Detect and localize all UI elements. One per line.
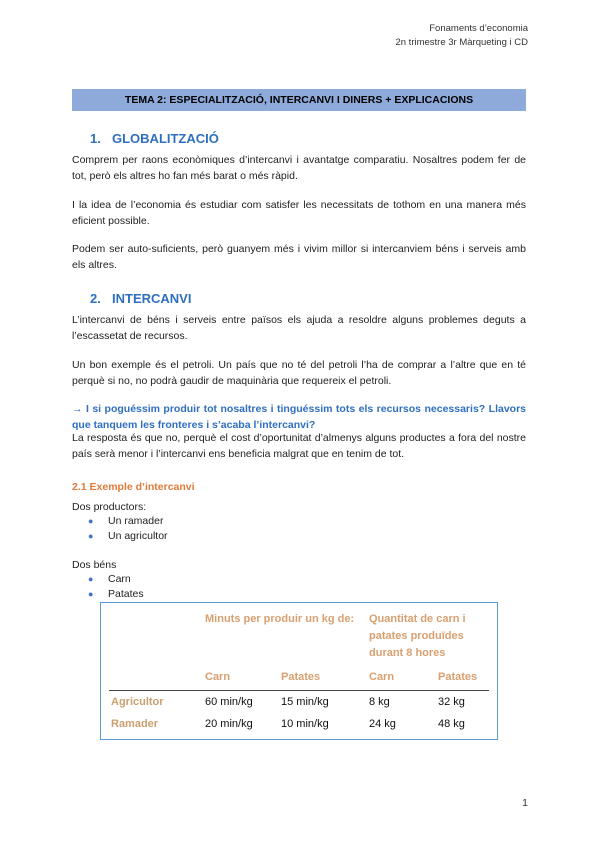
row-label: Ramader [111,718,159,730]
table-subheader: Carn [205,671,231,683]
list-item [88,572,131,587]
goods-label: Dos béns [72,559,117,571]
question-text: → I si poguéssim produir tot nosaltres i tinguéssim tots els recursos necessaris? Llavors que tanquem les fronteres i s’acaba l’intercanvi? [72,403,526,431]
table-cell: 8 kg [369,696,390,708]
page-number: 1 [522,797,528,809]
table-divider [109,690,489,691]
producers-label: Dos productors: [72,501,147,513]
paragraph: Comprem per raons econòmiques d’intercanvi i avantatge comparatiu. Nosaltres podem fer de tot, però els altres ho fan més barat o més ràpid. [72,154,526,182]
table-subheader: Patates [281,671,321,683]
table-header-quantity: Quantitat de carn i patates produïdes durant 8 hores [369,613,466,659]
production-table [100,602,498,740]
table-cell: 10 min/kg [281,718,329,730]
section-heading-intercanvi [90,291,191,306]
section-number: 2. [90,291,101,306]
course-term: 2n trimestre 3r Màrqueting i CD [395,37,528,48]
answer-text: La resposta és que no, perquè el cost d’oportunitat d’almenys alguns productes a fora del nostre país serà menor i l’intercanvi ens beneficia malgrat que en tenim de tot. [72,432,526,460]
row-label: Agricultor [111,696,164,708]
list-item-text: Un ramader [108,515,164,527]
section-heading-globalitzacio [90,131,219,146]
list-item [88,529,168,544]
list-item [88,587,144,602]
table-cell: 15 min/kg [281,696,329,708]
table-cell: 60 min/kg [205,696,253,708]
bullet-icon: ● [88,516,94,526]
list-item-text: Patates [108,588,144,600]
table-cell: 24 kg [369,718,396,730]
document-title: TEMA 2: ESPECIALITZACIÓ, INTERCANVI I DINERS + EXPLICACIONS [72,89,526,111]
list-item [88,514,163,529]
table-subheader: Carn [369,671,395,683]
page-header [395,22,528,50]
paragraph: Un bon exemple és el petroli. Un país que no té del petroli l’ha de comprar a l’altre que en té perquè si no, no podrà gaudir de maquinària que requereix el petroli. [72,359,526,387]
table-cell: 20 min/kg [205,718,253,730]
paragraph: L’intercanvi de béns i serveis entre països els ajuda a resoldre alguns problemes deguts a l’escassetat de recursos. [72,314,526,342]
bullet-icon: ● [88,531,94,541]
table-cell: 32 kg [438,696,465,708]
subsection-heading: 2.1 Exemple d’intercanvi [72,481,195,493]
paragraph: Podem ser auto-suficients, però guanyem més i vivim millor si intercanviem béns i serveis amb els altres. [72,243,526,271]
course-name: Fonaments d’economia [429,23,528,34]
table-cell: 48 kg [438,718,465,730]
list-item-text: Carn [108,573,131,585]
table-subheader: Patates [438,671,478,683]
table-header-minutes: Minuts per produir un kg de: [205,613,355,625]
section-number: 1. [90,131,101,146]
list-item-text: Un agricultor [108,530,168,542]
section-title: INTERCANVI [112,291,192,306]
paragraph: I la idea de l’economia és estudiar com satisfer les necessitats de tothom en una manera més eficient possible. [72,199,526,227]
section-title: GLOBALITZACIÓ [112,131,219,146]
bullet-icon: ● [88,589,94,599]
bullet-icon: ● [88,574,94,584]
